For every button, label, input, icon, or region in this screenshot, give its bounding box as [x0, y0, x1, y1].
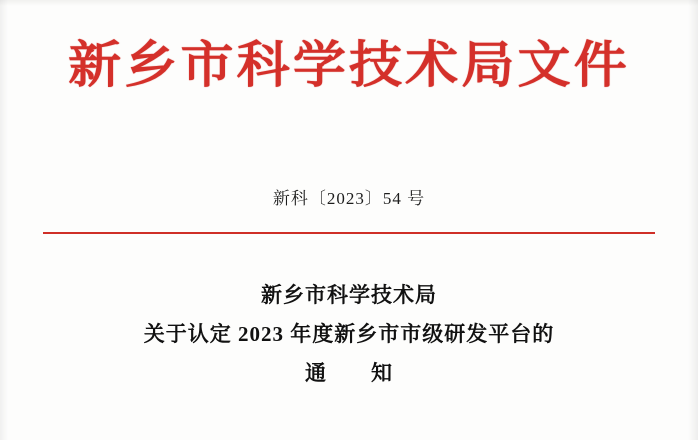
- document-number: 新科〔2023〕54 号: [272, 189, 426, 208]
- document-title-line-2: 关于认定 2023 年度新乡市市级研发平台的: [143, 322, 555, 346]
- scan-edge-top: [0, 0, 698, 6]
- document-title-line-1: 新乡市科学技术局: [261, 283, 437, 307]
- red-separator-rule: [43, 232, 655, 234]
- issuing-agency-title: 新乡市科学技术局文件: [68, 35, 630, 94]
- document-title-line-3: 通 知: [305, 361, 393, 385]
- document-header: [0, 34, 698, 96]
- document-title: [0, 276, 698, 393]
